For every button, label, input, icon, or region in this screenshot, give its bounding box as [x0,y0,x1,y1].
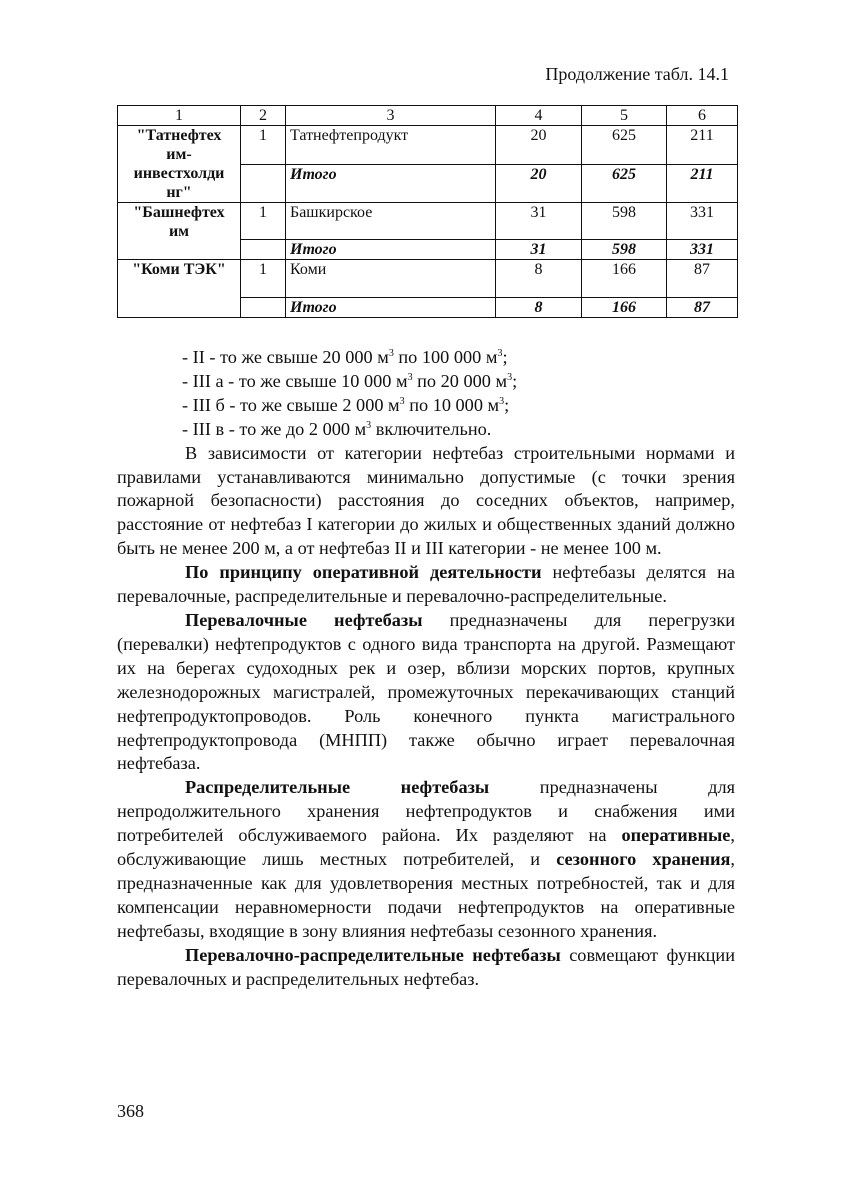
table-cell: 166 [582,260,667,298]
paragraph: Перевалочные нефтебазы предназначены для перегрузки (перевалки) нефтепродуктов с одного вида транспорта на другой. Размещают их на берегах судоходных рек и озер, вблизи морских портов, крупных железнодорожных магистралей, промежуточных перекачивающих станций нефтепродуктопроводов. Роль конечного пункта магистрального нефтепродуктопровода (МНПП) также обычно играет перевалочная нефтебаза. [117,609,735,774]
table-cell: 87 [667,260,738,298]
table-cell: Башкирское [286,203,496,240]
table-cell: 1 [241,260,286,298]
table-cell: 211 [667,126,738,165]
list-item: - II - то же свыше 20 000 $м^3$ по 100 000 $м^3$; [182,347,508,367]
paragraph-lead: Перевалочные нефтебазы [185,609,423,630]
total-value: 211 [667,164,738,203]
table-cell: 625 [582,126,667,165]
term: сезонного хранения [556,849,731,870]
table-row [118,126,738,165]
total-value: 598 [582,240,667,260]
total-value: 625 [582,164,667,203]
total-value: 20 [496,164,582,203]
table-row [118,203,738,240]
table-cell [241,240,286,260]
paragraph: В зависимости от категории нефтебаз строительными нормами и правилами устанавливаются минимально допустимые (с точки зрения пожарной безопасности) расстояния до соседних объектов, например, расстояние от нефтебаз I категории до жилых и общественных зданий должно быть не менее 200 м, а от нефтебаз II и III категории - не менее 100 м. [117,442,735,559]
list-item: - III в - то же до 2 000 $м^3$ включительно. [182,418,492,439]
column-header: 2 [241,106,286,126]
total-label: Итого [286,298,496,318]
total-value: 8 [496,298,582,318]
total-label: Итого [286,240,496,260]
paragraph: Распределительные нефтебазы предназначены для непродолжительного хранения нефтепродуктов и снабжения ими потребителей обслуживаемого района. Их разделяют на оперативные, обслуживающие лишь местных потребителей, и сезонного хранения, предназначенные как для удовлетворения местных потребностей, так и для компенсации неравномерности подачи нефтепродуктов на оперативные нефтебазы, входящие в зону влияния нефтебазы сезонного хранения. [117,777,735,941]
list-item: - III б - то же свыше 2 000 $м^3$ по 10 000 $м^3$; [182,394,510,415]
list-item: - III а - то же свыше 10 000 $м^3$ по 20 000 $м^3$; [182,370,518,391]
paragraph: Перевалочно-распределительные нефтебазы совмещают функции перевалочных и распределительных нефтебаз. [117,944,735,989]
data-table [117,105,738,318]
table-row [118,260,738,298]
column-header: 6 [667,106,738,126]
table-cell [241,298,286,318]
total-value: 31 [496,240,582,260]
organization-cell: "Башнефтех им [118,203,241,260]
column-header: 4 [496,106,582,126]
paragraph-lead: По принципу оперативной деятельности [185,562,542,583]
column-header: 1 [118,106,241,126]
total-value: 87 [667,298,738,318]
total-value: 166 [582,298,667,318]
organization-cell: "Татнефтех им-инвестхолди нг" [118,126,241,203]
table-cell [241,164,286,203]
table-cell: 31 [496,203,582,240]
column-header: 3 [286,106,496,126]
term: оперативные [621,825,731,846]
total-label: Итого [286,164,496,203]
column-header: 5 [582,106,667,126]
total-value: 331 [667,240,738,260]
table-header-row [118,106,738,126]
paragraph-lead: Распределительные нефтебазы [185,777,490,798]
table-caption: Продолжение табл. 14.1 [545,64,729,84]
table-cell: 8 [496,260,582,298]
paragraph: По принципу оперативной деятельности нефтебазы делятся на перевалочные, распределительные и перевалочно-распределительные. [117,562,735,607]
table-cell: 1 [241,126,286,165]
table-cell: 331 [667,203,738,240]
body-text [117,346,735,991]
paragraph-lead: Перевалочно-распределительные нефтебазы [185,944,561,965]
table-cell: Коми [286,260,496,298]
table-cell: 598 [582,203,667,240]
table-cell: 1 [241,203,286,240]
page-number: 368 [117,1101,144,1121]
table-cell: 20 [496,126,582,165]
organization-cell: "Коми ТЭК" [118,260,241,318]
table-cell: Татнефтепродукт [286,126,496,165]
